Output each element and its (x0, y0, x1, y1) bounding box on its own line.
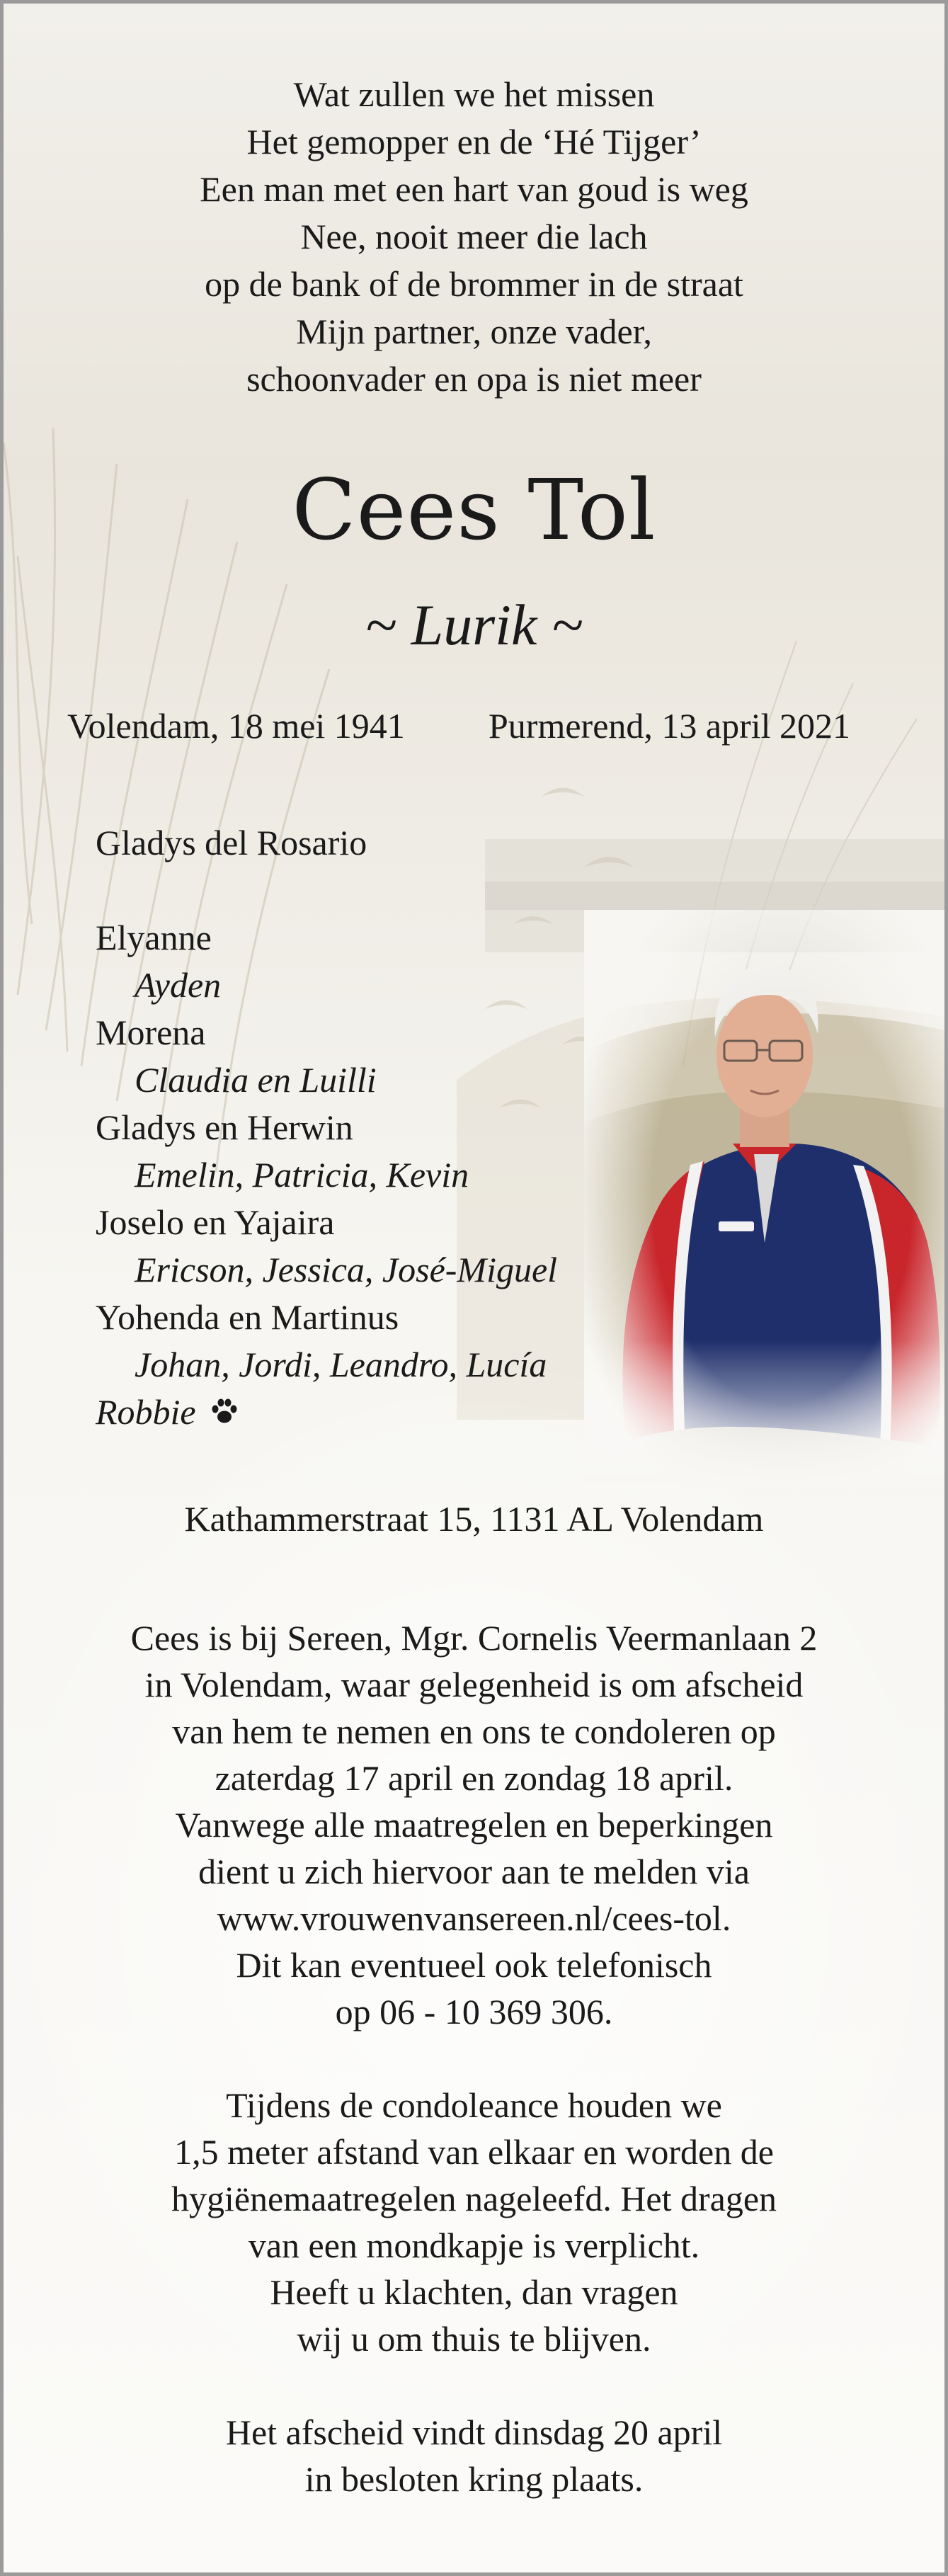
info-line: wij u om thuis te blijven. (297, 2319, 651, 2359)
deceased-name: Cees Tol (292, 461, 656, 559)
pet-name: Robbie (96, 1392, 196, 1432)
child-name: Joselo en Yajaira (96, 1202, 335, 1242)
poem-line: Het gemopper en de ‘Hé Tijger’ (246, 122, 702, 161)
child-name: Morena (96, 1013, 206, 1052)
info-line: Heeft u klachten, dan vragen (270, 2272, 678, 2312)
grandchildren-names: Ayden (135, 965, 222, 1005)
info-line: zaterdag 17 april en zondag 18 april. (215, 1758, 733, 1798)
info-line: 1,5 meter afstand van elkaar en worden de (174, 2132, 774, 2172)
deceased-nickname: ~ Lurik ~ (365, 593, 583, 657)
poem (4, 71, 944, 403)
info-line: Tijdens de condoleance houden we (226, 2085, 722, 2125)
info-line: Het afscheid vindt dinsdag 20 april (225, 2412, 723, 2452)
child-name: Yohenda en Martinus (96, 1297, 399, 1337)
poem-line: Wat zullen we het missen (293, 74, 655, 114)
poem-line: schoonvader en opa is niet meer (246, 359, 702, 399)
partner-name: Gladys del Rosario (96, 823, 367, 862)
info-line: in besloten kring plaats. (304, 2459, 644, 2499)
poem-line: Mijn partner, onze vader, (296, 312, 652, 351)
info-line: hygiënemaatregelen nageleefd. Het dragen (171, 2179, 777, 2218)
grandchildren-names: Emelin, Patricia, Kevin (135, 1155, 469, 1195)
info-line: Cees is bij Sereen, Mgr. Cornelis Veermanlaan 2 (130, 1618, 818, 1658)
poem-line: Een man met een hart van goud is weg (200, 169, 748, 209)
info-line: dient u zich hiervoor aan te melden via (198, 1852, 750, 1891)
grandchildren-names: Claudia en Luilli (135, 1060, 377, 1100)
spacer (4, 2362, 944, 2409)
info-line: van een mondkapje is verplicht. (248, 2225, 700, 2265)
grandchildren-names: Johan, Jordi, Leandro, Lucía (135, 1345, 547, 1384)
poem-line: op de bank of de brommer in de straat (205, 264, 743, 304)
poem-line: Nee, nooit meer die lach (300, 217, 648, 256)
info-line: op 06 - 10 369 306. (335, 1992, 613, 2031)
info-line: Dit kan eventueel ook telefonisch (236, 1945, 712, 1985)
spacer (96, 867, 557, 914)
notice-information (4, 1614, 944, 2502)
info-line: Vanwege alle maatregelen en beperkingen (175, 1805, 773, 1845)
spacer (4, 2035, 944, 2082)
info-line: in Volendam, waar gelegenheid is om afscheid (144, 1665, 804, 1704)
family-list (96, 819, 557, 1439)
child-name: Elyanne (96, 918, 212, 957)
grandchildren-names: Ericson, Jessica, José-Miguel (135, 1250, 558, 1289)
pet-entry (96, 1389, 557, 1439)
death-place-date: Purmerend, 13 april 2021 (489, 706, 851, 746)
portrait-photo (584, 910, 944, 1483)
birth-place-date: Volendam, 18 mei 1941 (67, 706, 405, 746)
info-line: www.vrouwenvansereen.nl/cees-tol. (217, 1898, 731, 1938)
child-name: Gladys en Herwin (96, 1107, 353, 1147)
home-address: Kathammerstraat 15, 1131 AL Volendam (184, 1499, 764, 1539)
info-line: van hem te nemen en ons te condoleren op (172, 1711, 776, 1751)
paw-print-icon (209, 1391, 240, 1439)
